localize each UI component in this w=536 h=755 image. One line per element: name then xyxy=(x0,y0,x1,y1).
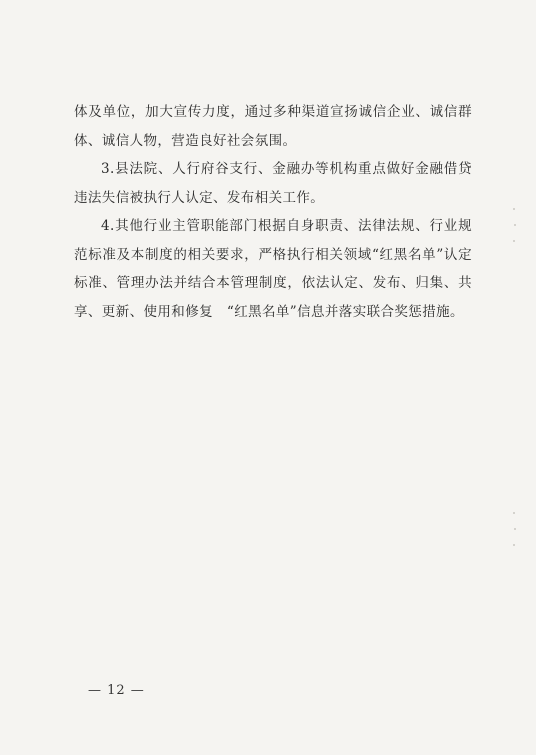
scan-speck xyxy=(514,528,516,530)
scan-speck xyxy=(513,240,515,242)
scan-speck xyxy=(513,208,515,210)
page-number: — 12 — xyxy=(88,683,145,698)
paragraph-2: 3.县法院、人行府谷支行、金融办等机构重点做好金融借贷违法失信被执行人认定、发布相关工作。 xyxy=(74,161,472,206)
document-body xyxy=(74,98,472,326)
scan-speck xyxy=(514,224,516,226)
paragraph-1: 体及单位，加大宣传力度，通过多种渠道宣扬诚信企业、诚信群体、诚信人物，营造良好社会氛围。 xyxy=(74,104,472,149)
scan-speck xyxy=(513,512,515,514)
paragraph-3: 4.其他行业主管职能部门根据自身职责、法律法规、行业规范标准及本制度的相关要求，严格执行相关领域“红黑名单”认定标准、管理办法并结合本管理制度，依法认定、发布、归集、共享、更新、使用和修复 “红黑名单”信息并落实联合奖惩措施。 xyxy=(74,218,472,320)
scan-speck xyxy=(513,544,515,546)
